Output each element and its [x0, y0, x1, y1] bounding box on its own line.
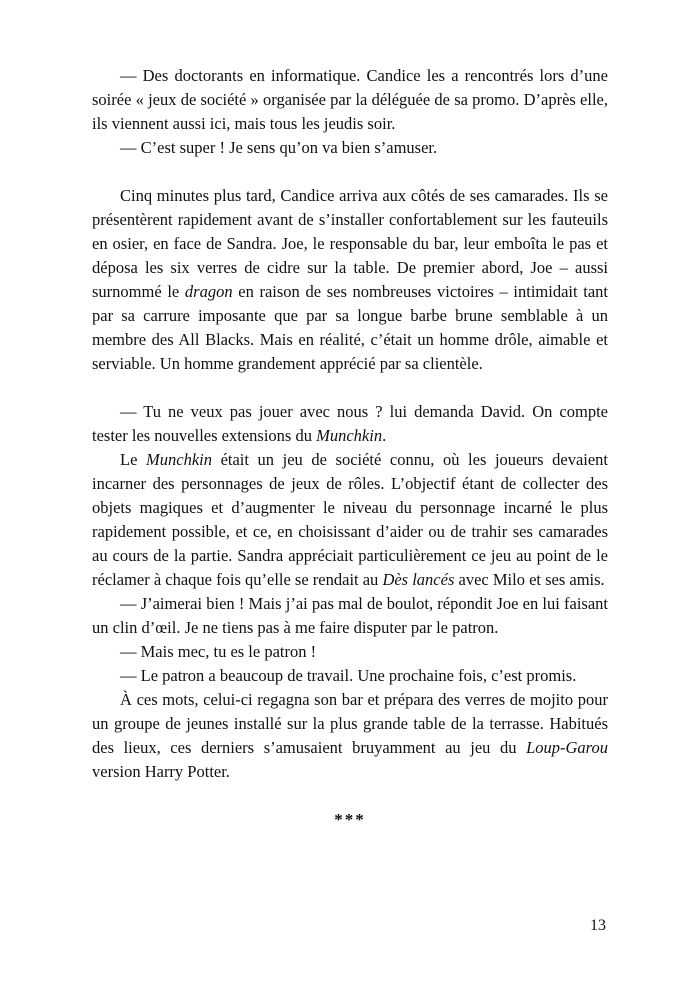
paragraph-narration — [92, 448, 608, 592]
italic-text-segment: Munchkin — [316, 426, 383, 445]
italic-text-segment: dragon — [184, 282, 233, 301]
italic-text-segment: Dès lancés — [382, 570, 455, 589]
text-segment: en raison de ses nombreuses victoires – intimidait tant par sa carrure imposante que par sa longue barbe brune semblable à un membre des All Blacks. Mais en réalité, c’était un homme drôle, aimable et serviable. Un homme grandement apprécié par sa clientèle. — [92, 282, 608, 373]
italic-text-segment: Munchkin — [146, 450, 212, 469]
text-segment: version Harry Potter. — [92, 762, 230, 781]
paragraph-dialogue — [92, 400, 608, 448]
paragraph-dialogue — [92, 136, 608, 160]
text-segment: était un jeu de société connu, où les joueurs devaient incarner des personnages de jeux de rôles. L’objectif étant de collecter des objets magiques et d’augmenter le niveau du personnage incarné le plus rapidement possible, et ce, en choisissant d’aider ou de trahir ses camarades au cours de la partie. Sandra appréciait particulièrement ce jeu au point de le réclamer à chaque fois qu’elle se rendait au — [92, 450, 609, 589]
paragraph-narration — [92, 688, 608, 784]
text-segment: — Le patron a beaucoup de travail. Une prochaine fois, c’est promis. — [120, 666, 577, 685]
text-segment: — Tu ne veux pas jouer avec nous ? lui demanda David. On compte tester les nouvelles extensions du — [92, 402, 608, 445]
page-text — [92, 64, 608, 784]
paragraph-dialogue — [92, 64, 608, 136]
paragraph-dialogue — [92, 664, 608, 688]
section-separator: *** — [334, 810, 366, 829]
text-segment: Le — [120, 450, 146, 469]
text-segment: — Mais mec, tu es le patron ! — [120, 642, 317, 661]
paragraph-narration — [92, 184, 608, 376]
text-segment: Cinq minutes plus tard, Candice arriva aux côtés de ses camarades. Ils se présentèrent rapidement avant de s’installer confortablement sur les fauteuils en osier, en face de Sandra. Joe, le responsable du bar, leur emboîta le pas et déposa les six verres de cidre sur la table. De premier abord, Joe – aussi surnommé le — [92, 186, 608, 301]
text-segment: . — [382, 426, 387, 445]
page-number: 13 — [590, 917, 606, 934]
italic-text-segment: Loup-Garou — [526, 738, 608, 757]
paragraph-dialogue — [92, 640, 608, 664]
paragraph-dialogue — [92, 592, 608, 640]
text-segment: avec Milo et ses amis. — [454, 570, 605, 589]
text-segment: — C’est super ! Je sens qu’on va bien s’amuser. — [120, 138, 438, 157]
text-segment: À ces mots, celui-ci regagna son bar et prépara des verres de mojito pour un groupe de jeunes installé sur la plus grande table de la terrasse. Habitués des lieux, ces derniers s’amusaient bruyamment au jeu du — [92, 690, 608, 757]
text-segment: — J’aimerai bien ! Mais j’ai pas mal de boulot, répondit Joe en lui faisant un clin d’œil. Je ne tiens pas à me faire disputer par le patron. — [92, 594, 608, 637]
text-segment: — Des doctorants en informatique. Candice les a rencontrés lors d’une soirée « jeux de société » organisée par la déléguée de sa promo. D’après elle, ils viennent aussi ici, mais tous les jeudis soir. — [92, 66, 608, 133]
